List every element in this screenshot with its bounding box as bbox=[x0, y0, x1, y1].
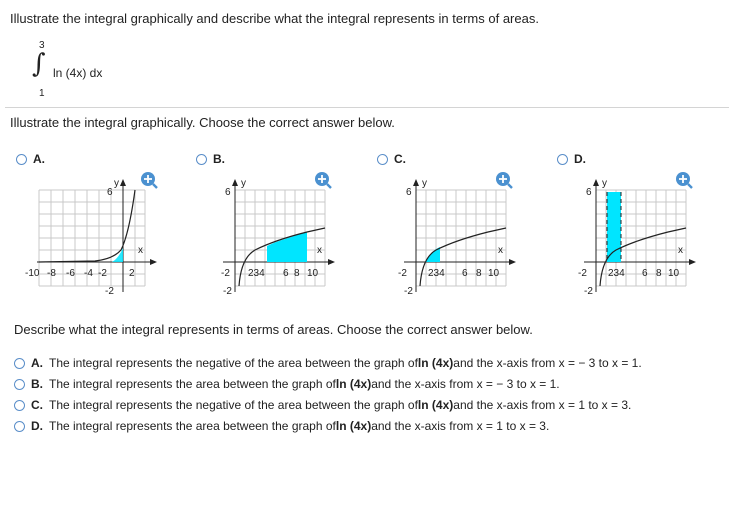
graph-d-y-tick-top: 6 bbox=[586, 187, 592, 198]
graph-a-x-tick: -4 bbox=[84, 268, 93, 279]
answer-d-text-pre: The integral represents the area between the graph of bbox=[49, 419, 336, 433]
graph-d-svg bbox=[566, 168, 706, 298]
answer-a-function: ln (4x) bbox=[417, 356, 454, 370]
graph-d-x-label: x bbox=[678, 245, 683, 256]
radio-a[interactable] bbox=[16, 154, 27, 165]
graph-a-x-arrow bbox=[150, 259, 157, 265]
radio-answer-a[interactable] bbox=[14, 358, 25, 369]
graph-d-x-tick: 6 bbox=[642, 268, 648, 279]
graph-a-y-tick-bottom: -2 bbox=[105, 286, 114, 297]
radio-answer-c[interactable] bbox=[14, 400, 25, 411]
graph-b-y-label: y bbox=[241, 178, 246, 189]
graph-b-x-label: x bbox=[317, 245, 322, 256]
graph-a-zoom-in-icon[interactable] bbox=[141, 172, 157, 188]
answer-c-function: ln (4x) bbox=[417, 398, 454, 412]
graph-d-y-arrow bbox=[593, 179, 599, 186]
answer-d-text-post: and the x-axis from x = 1 to x = 3. bbox=[371, 419, 550, 433]
graph-b-x-tick: 234 bbox=[248, 268, 265, 279]
graph-b-shaded-region bbox=[267, 232, 307, 262]
graph-option-d[interactable] bbox=[557, 152, 586, 166]
graph-a-x-tick: -6 bbox=[66, 268, 75, 279]
graph-b-x-tick: 8 bbox=[294, 268, 300, 279]
answer-option-a[interactable] bbox=[14, 356, 642, 370]
answer-b-letter: B. bbox=[31, 377, 43, 391]
graph-c-y-tick-top: 6 bbox=[406, 187, 412, 198]
graph-c-x-tick: 8 bbox=[476, 268, 482, 279]
option-b-label: B. bbox=[213, 152, 225, 166]
integral-sign: ∫ bbox=[32, 49, 46, 79]
part2-prompt: Describe what the integral represents in terms of areas. Choose the correct answer below. bbox=[14, 322, 533, 337]
answer-b-text-post: and the x-axis from x = − 3 to x = 1. bbox=[371, 377, 560, 391]
graph-c-svg bbox=[386, 168, 526, 298]
option-d-label: D. bbox=[574, 152, 586, 166]
integrand: ln (4x) dx bbox=[53, 66, 103, 80]
graph-a-y-tick-top: 6 bbox=[107, 187, 113, 198]
radio-c[interactable] bbox=[377, 154, 388, 165]
option-c-label: C. bbox=[394, 152, 406, 166]
graph-c-x-tick: 6 bbox=[462, 268, 468, 279]
part1-prompt: Illustrate the integral graphically. Choose the correct answer below. bbox=[10, 115, 395, 130]
graph-b-x-tick: 10 bbox=[307, 268, 319, 279]
answer-d-letter: D. bbox=[31, 419, 43, 433]
radio-d[interactable] bbox=[557, 154, 568, 165]
graph-b-y-tick-bottom: -2 bbox=[223, 286, 232, 297]
answer-c-letter: C. bbox=[31, 398, 43, 412]
answer-option-c[interactable] bbox=[14, 398, 631, 412]
graph-d-x-arrow bbox=[689, 259, 696, 265]
answer-a-text-post: and the x-axis from x = − 3 to x = 1. bbox=[453, 356, 642, 370]
graph-a-x-tick: -10 bbox=[25, 268, 40, 279]
graph-a-y-arrow bbox=[120, 179, 126, 186]
divider bbox=[5, 107, 729, 108]
graph-option-a[interactable] bbox=[16, 152, 45, 166]
graph-a-x-tick: -2 bbox=[98, 268, 107, 279]
graph-option-b[interactable] bbox=[196, 152, 225, 166]
answer-b-function: ln (4x) bbox=[335, 377, 372, 391]
graph-d-y-tick-bottom: -2 bbox=[584, 286, 593, 297]
graph-c-x-label: x bbox=[498, 245, 503, 256]
graph-c bbox=[386, 168, 526, 298]
graph-d-x-tick: 10 bbox=[668, 268, 680, 279]
graph-b-y-tick-top: 6 bbox=[225, 187, 231, 198]
answer-option-d[interactable] bbox=[14, 419, 549, 433]
answer-option-b[interactable] bbox=[14, 377, 560, 391]
graph-d-x-tick: -2 bbox=[578, 268, 587, 279]
answer-c-text-pre: The integral represents the negative of the area between the graph of bbox=[49, 398, 418, 412]
graph-a-x-tick: 2 bbox=[129, 268, 135, 279]
graph-b-x-tick: 6 bbox=[283, 268, 289, 279]
radio-answer-b[interactable] bbox=[14, 379, 25, 390]
radio-answer-d[interactable] bbox=[14, 421, 25, 432]
graph-a-x-label: x bbox=[138, 245, 143, 256]
graph-a-svg bbox=[25, 168, 165, 298]
graph-c-y-arrow bbox=[413, 179, 419, 186]
graph-b-x-arrow bbox=[328, 259, 335, 265]
graph-d-zoom-in-icon[interactable] bbox=[676, 172, 692, 188]
integral-upper-limit: 3 bbox=[39, 40, 45, 51]
graph-b bbox=[205, 168, 345, 298]
graph-c-x-tick: -2 bbox=[398, 268, 407, 279]
answer-c-text-post: and the x-axis from x = 1 to x = 3. bbox=[453, 398, 632, 412]
graph-option-c[interactable] bbox=[377, 152, 406, 166]
graph-c-x-arrow bbox=[509, 259, 516, 265]
answer-a-letter: A. bbox=[31, 356, 43, 370]
graph-d-x-tick: 8 bbox=[656, 268, 662, 279]
graph-c-zoom-in-icon[interactable] bbox=[496, 172, 512, 188]
graph-c-x-tick: 10 bbox=[488, 268, 500, 279]
graph-d-y-label: y bbox=[602, 178, 607, 189]
graph-a-x-tick: -8 bbox=[47, 268, 56, 279]
graph-d bbox=[566, 168, 706, 298]
graph-a bbox=[25, 168, 165, 298]
answer-b-text-pre: The integral represents the area between the graph of bbox=[49, 377, 336, 391]
graph-c-y-tick-bottom: -2 bbox=[404, 286, 413, 297]
graph-b-x-tick: -2 bbox=[221, 268, 230, 279]
question-text: Illustrate the integral graphically and describe what the integral represents in terms of areas. bbox=[10, 11, 539, 26]
graph-b-y-arrow bbox=[232, 179, 238, 186]
graph-d-x-tick: 234 bbox=[608, 268, 625, 279]
answer-d-function: ln (4x) bbox=[335, 419, 372, 433]
graph-c-y-label: y bbox=[422, 178, 427, 189]
graph-b-svg bbox=[205, 168, 345, 298]
graph-c-x-tick: 234 bbox=[428, 268, 445, 279]
graph-a-y-label: y bbox=[114, 178, 119, 189]
graph-b-zoom-in-icon[interactable] bbox=[315, 172, 331, 188]
integral-lower-limit: 1 bbox=[39, 88, 45, 99]
option-a-label: A. bbox=[33, 152, 45, 166]
radio-b[interactable] bbox=[196, 154, 207, 165]
answer-a-text-pre: The integral represents the negative of the area between the graph of bbox=[49, 356, 418, 370]
